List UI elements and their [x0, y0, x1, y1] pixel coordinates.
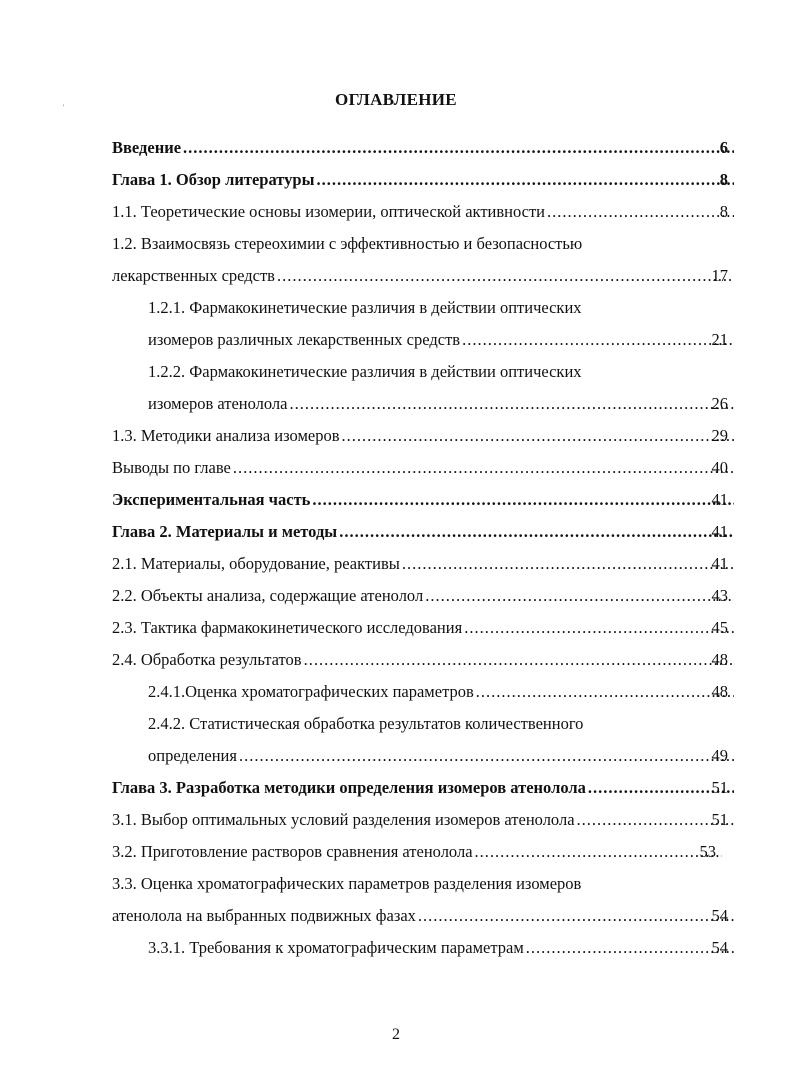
toc-entry-title[interactable]: 1.2.2. Фармакокинетические различия в действии оптических	[148, 362, 582, 381]
toc-entry-title: Экспериментальная часть	[112, 490, 311, 509]
toc-leader	[462, 324, 734, 356]
toc-entry-title: 2.3. Тактика фармакокинетического исследования	[112, 618, 463, 637]
toc-page-number: 8	[719, 170, 728, 189]
toc-leader	[290, 388, 735, 420]
page-number: 2	[392, 1026, 400, 1043]
toc-page-number: 21	[711, 330, 728, 349]
toc-page-number: 29	[711, 426, 728, 445]
toc-page-number: 53	[699, 842, 716, 861]
toc-leader	[418, 900, 734, 932]
toc-entry-continuation: определения	[148, 746, 237, 765]
toc-entry-continuation: изомеров атенолола	[148, 394, 288, 413]
toc-leader	[317, 164, 735, 196]
toc-leader	[425, 580, 734, 612]
toc-page-number: 41	[711, 522, 728, 541]
toc-leader	[476, 676, 734, 708]
toc-entry[interactable]	[112, 452, 736, 484]
toc-page-number: 41	[711, 554, 728, 573]
toc-entry[interactable]	[148, 676, 736, 708]
toc-entry[interactable]	[112, 196, 736, 228]
toc-entry-title[interactable]: 2.4.2. Статистическая обработка результатов количественного	[148, 714, 584, 733]
toc-entry-title: Глава 2. Материалы и методы	[112, 522, 338, 541]
toc-page-number: 8	[719, 202, 728, 221]
toc-page-number: 51	[711, 778, 728, 797]
page-title: ОГЛАВЛЕНИЕ	[335, 90, 457, 109]
toc-leader	[277, 260, 734, 292]
toc-entry[interactable]	[148, 388, 736, 420]
toc-entry[interactable]	[112, 164, 736, 196]
toc-leader	[312, 484, 734, 516]
toc-leader	[183, 132, 734, 164]
toc-page-number: 49	[711, 746, 728, 765]
toc-entry-continuation: атенолола на выбранных подвижных фазах	[112, 906, 416, 925]
toc-page-number: 43	[711, 586, 728, 605]
toc-leader	[402, 548, 734, 580]
toc-entry[interactable]	[112, 548, 736, 580]
toc-leader	[526, 932, 734, 964]
toc-entry-title[interactable]: 3.3. Оценка хроматографических параметров разделения изомеров	[112, 874, 582, 893]
toc-entry-title: 2.4.1.Оценка хроматографических параметров	[148, 682, 474, 701]
toc-entry[interactable]	[112, 420, 736, 452]
toc-leader	[464, 612, 734, 644]
toc-entry-title[interactable]: 1.2.1. Фармакокинетические различия в действии оптических	[148, 298, 582, 317]
toc-entry-title: 1.3. Методики анализа изомеров	[112, 426, 340, 445]
toc-page-number: 48	[711, 650, 728, 669]
toc-page-number: 45	[711, 618, 728, 637]
toc-entry-continuation: изомеров различных лекарственных средств	[148, 330, 461, 349]
toc-entry-continuation: лекарственных средств	[112, 266, 275, 285]
toc-entry-title: 2.1. Материалы, оборудование, реактивы	[112, 554, 400, 573]
toc-entry-title: Глава 3. Разработка методики определения изомеров атенолола	[112, 778, 586, 797]
toc-page-number: 51	[711, 810, 728, 829]
toc-page-number: 48	[711, 682, 728, 701]
toc-entry-title: 3.1. Выбор оптимальных условий разделения изомеров атенолола	[112, 810, 575, 829]
toc-entry-title: 3.2. Приготовление растворов сравнения атенолола	[112, 842, 473, 861]
toc-page-number: 26	[711, 394, 728, 413]
toc-page-number: 41	[711, 490, 728, 509]
toc-page-number: 17	[711, 266, 728, 285]
toc-entry[interactable]	[112, 612, 736, 644]
scan-speck: '	[63, 103, 65, 112]
toc-entry-title: 1.1. Теоретические основы изомерии, оптической активности	[112, 202, 546, 221]
toc-leader	[475, 836, 722, 868]
toc-entry[interactable]	[112, 580, 736, 612]
toc-leader	[304, 644, 734, 676]
toc-page-number: 6	[719, 138, 728, 157]
toc-entry-title: 3.3.1. Требования к хроматографическим параметрам	[148, 938, 524, 957]
toc-entry[interactable]	[112, 260, 736, 292]
toc-entry-title: Выводы по главе	[112, 458, 231, 477]
toc-leader	[239, 740, 734, 772]
toc-entry[interactable]	[112, 772, 736, 804]
toc-leader	[339, 516, 734, 548]
toc-page-number: 40	[711, 458, 728, 477]
toc-entry-title: Введение	[112, 138, 182, 157]
toc-entry-title: Глава 1. Обзор литературы	[112, 170, 315, 189]
toc-entry-title: 2.2. Объекты анализа, содержащие атенолол	[112, 586, 424, 605]
toc-page-number: 54	[711, 906, 728, 925]
toc-entry[interactable]	[112, 516, 736, 548]
toc-entry-title[interactable]: 1.2. Взаимосвязь стереохимии с эффективностью и безопасностью	[112, 234, 583, 253]
toc-page-number: 54	[711, 938, 728, 957]
toc-entry[interactable]	[112, 900, 736, 932]
toc-leader	[233, 452, 734, 484]
toc-entry[interactable]	[112, 836, 724, 868]
toc-entry[interactable]	[148, 740, 736, 772]
toc-entry[interactable]	[148, 932, 736, 964]
toc-entry[interactable]	[112, 484, 736, 516]
toc-entry[interactable]	[112, 132, 736, 164]
toc-entry[interactable]	[112, 804, 736, 836]
toc-entry[interactable]	[112, 644, 736, 676]
toc-leader	[342, 420, 734, 452]
toc-entry-title: 2.4. Обработка результатов	[112, 650, 302, 669]
toc-entry[interactable]	[148, 324, 736, 356]
